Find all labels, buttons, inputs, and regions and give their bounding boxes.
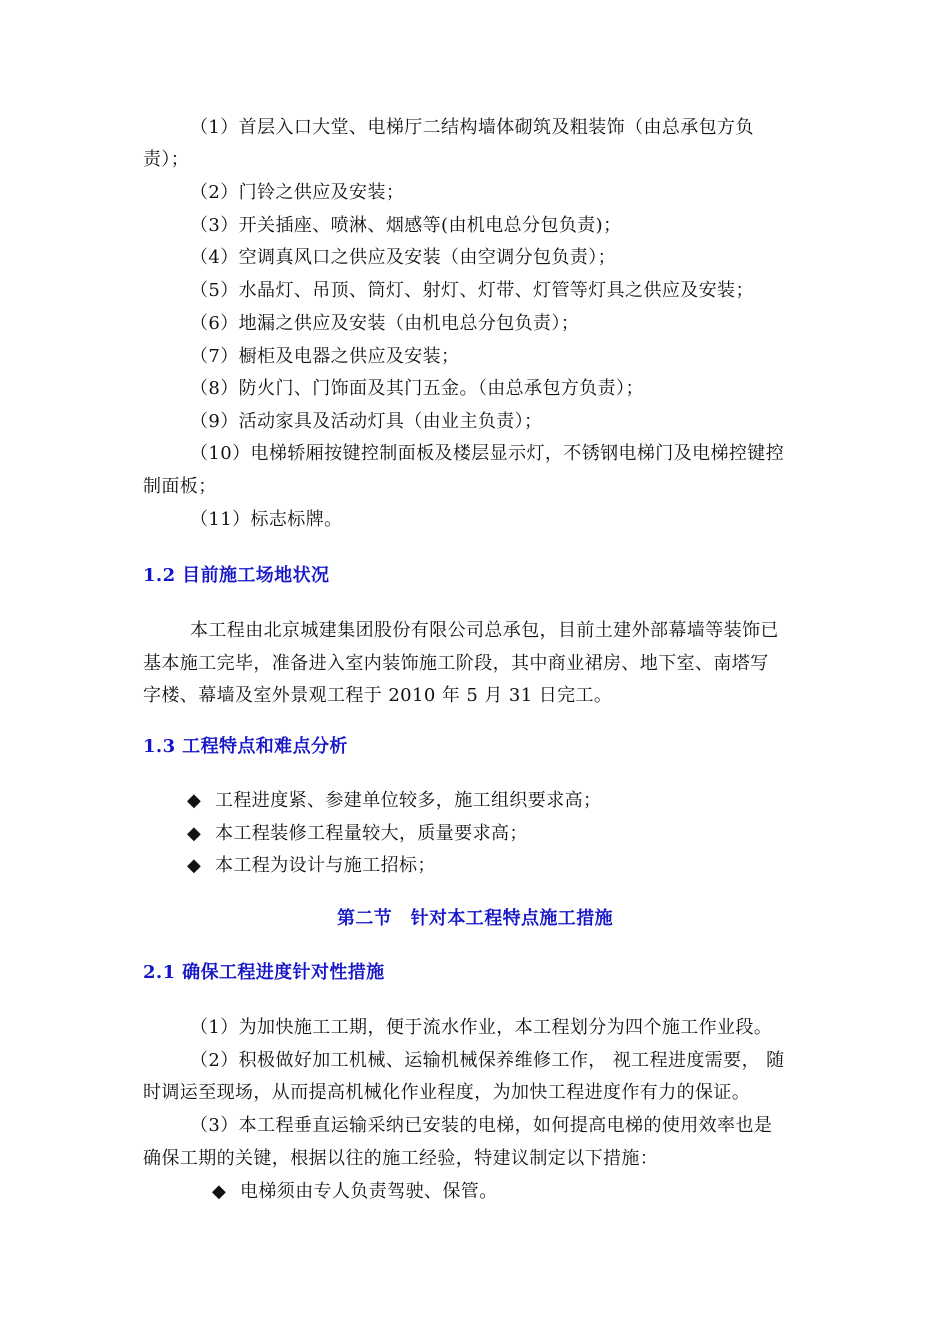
bullet-text: 工程进度紧、参建单位较多，施工组织要求高； [215,790,602,811]
diamond-bullet-icon: ◆ [212,1181,227,1202]
list-item: （2）门铃之供应及安装； [190,182,405,203]
list-item: （4）空调真风口之供应及安装（由空调分包负责）； [190,247,617,268]
list-item: （11）标志标牌。 [190,509,343,530]
section-heading-1-3: 1.3 工程特点和难点分析 [143,736,348,757]
chapter-title: 第二节 针对本工程特点施工措施 [337,908,613,929]
list-item: （7）橱柜及电器之供应及安装； [190,346,460,367]
list-item: （10）电梯轿厢按键控制面板及楼层显示灯，不锈钢电梯门及电梯控键控 [190,443,785,464]
bullet-item [187,788,601,814]
list-item: （3）开关插座、喷淋、烟感等(由机电总分包负责)； [190,215,622,236]
list-item: （9）活动家具及活动灯具（由业主负责）； [190,411,543,432]
diamond-bullet-icon: ◆ [187,855,202,876]
paragraph-line: 时调运至现场，从而提高机械化作业程度，为加快工程进度作有力的保证。 [143,1082,751,1103]
section-heading-2-1: 2.1 确保工程进度针对性措施 [143,962,385,983]
bullet-text: 电梯须由专人负责驾驶、保管。 [240,1181,498,1202]
paragraph-line: （2）积极做好加工机械、运输机械保养维修工作， 视工程进度需要， 随 [190,1050,785,1071]
paragraph-line: 确保工期的关键，根据以往的施工经验，特建议制定以下措施： [143,1148,659,1169]
bullet-item [212,1179,498,1205]
bullet-item [187,821,528,847]
paragraph-line: 本工程由北京城建集团股份有限公司总承包，目前土建外部幕墙等装饰已 [190,620,779,641]
list-item: （5）水晶灯、吊顶、筒灯、射灯、灯带、灯管等灯具之供应及安装； [190,280,754,301]
paragraph-line: （3）本工程垂直运输采纳已安装的电梯，如何提高电梯的使用效率也是 [190,1115,773,1136]
list-item: 责）； [143,149,190,170]
paragraph-line: （1）为加快施工工期，便于流水作业，本工程划分为四个施工作业段。 [190,1017,773,1038]
list-item: （8）防火门、门饰面及其门五金。（由总承包方负责）； [190,378,644,399]
section-heading-1-2: 1.2 目前施工场地状况 [143,565,330,586]
list-item: （1）首层入口大堂、电梯厅二结构墙体砌筑及粗装饰（由总承包方负 [190,117,754,138]
diamond-bullet-icon: ◆ [187,823,202,844]
bullet-text: 本工程装修工程量较大，质量要求高； [215,823,528,844]
paragraph-line: 基本施工完毕，准备进入室内装饰施工阶段，其中商业裙房、地下室、南塔写 [143,653,769,674]
bullet-item [187,853,436,879]
list-item: （6）地漏之供应及安装（由机电总分包负责）； [190,313,580,334]
diamond-bullet-icon: ◆ [187,790,202,811]
bullet-text: 本工程为设计与施工招标； [215,855,436,876]
list-item: 制面板； [143,476,217,497]
paragraph-line: 字楼、幕墙及室外景观工程于 2010 年 5 月 31 日完工。 [143,685,613,706]
